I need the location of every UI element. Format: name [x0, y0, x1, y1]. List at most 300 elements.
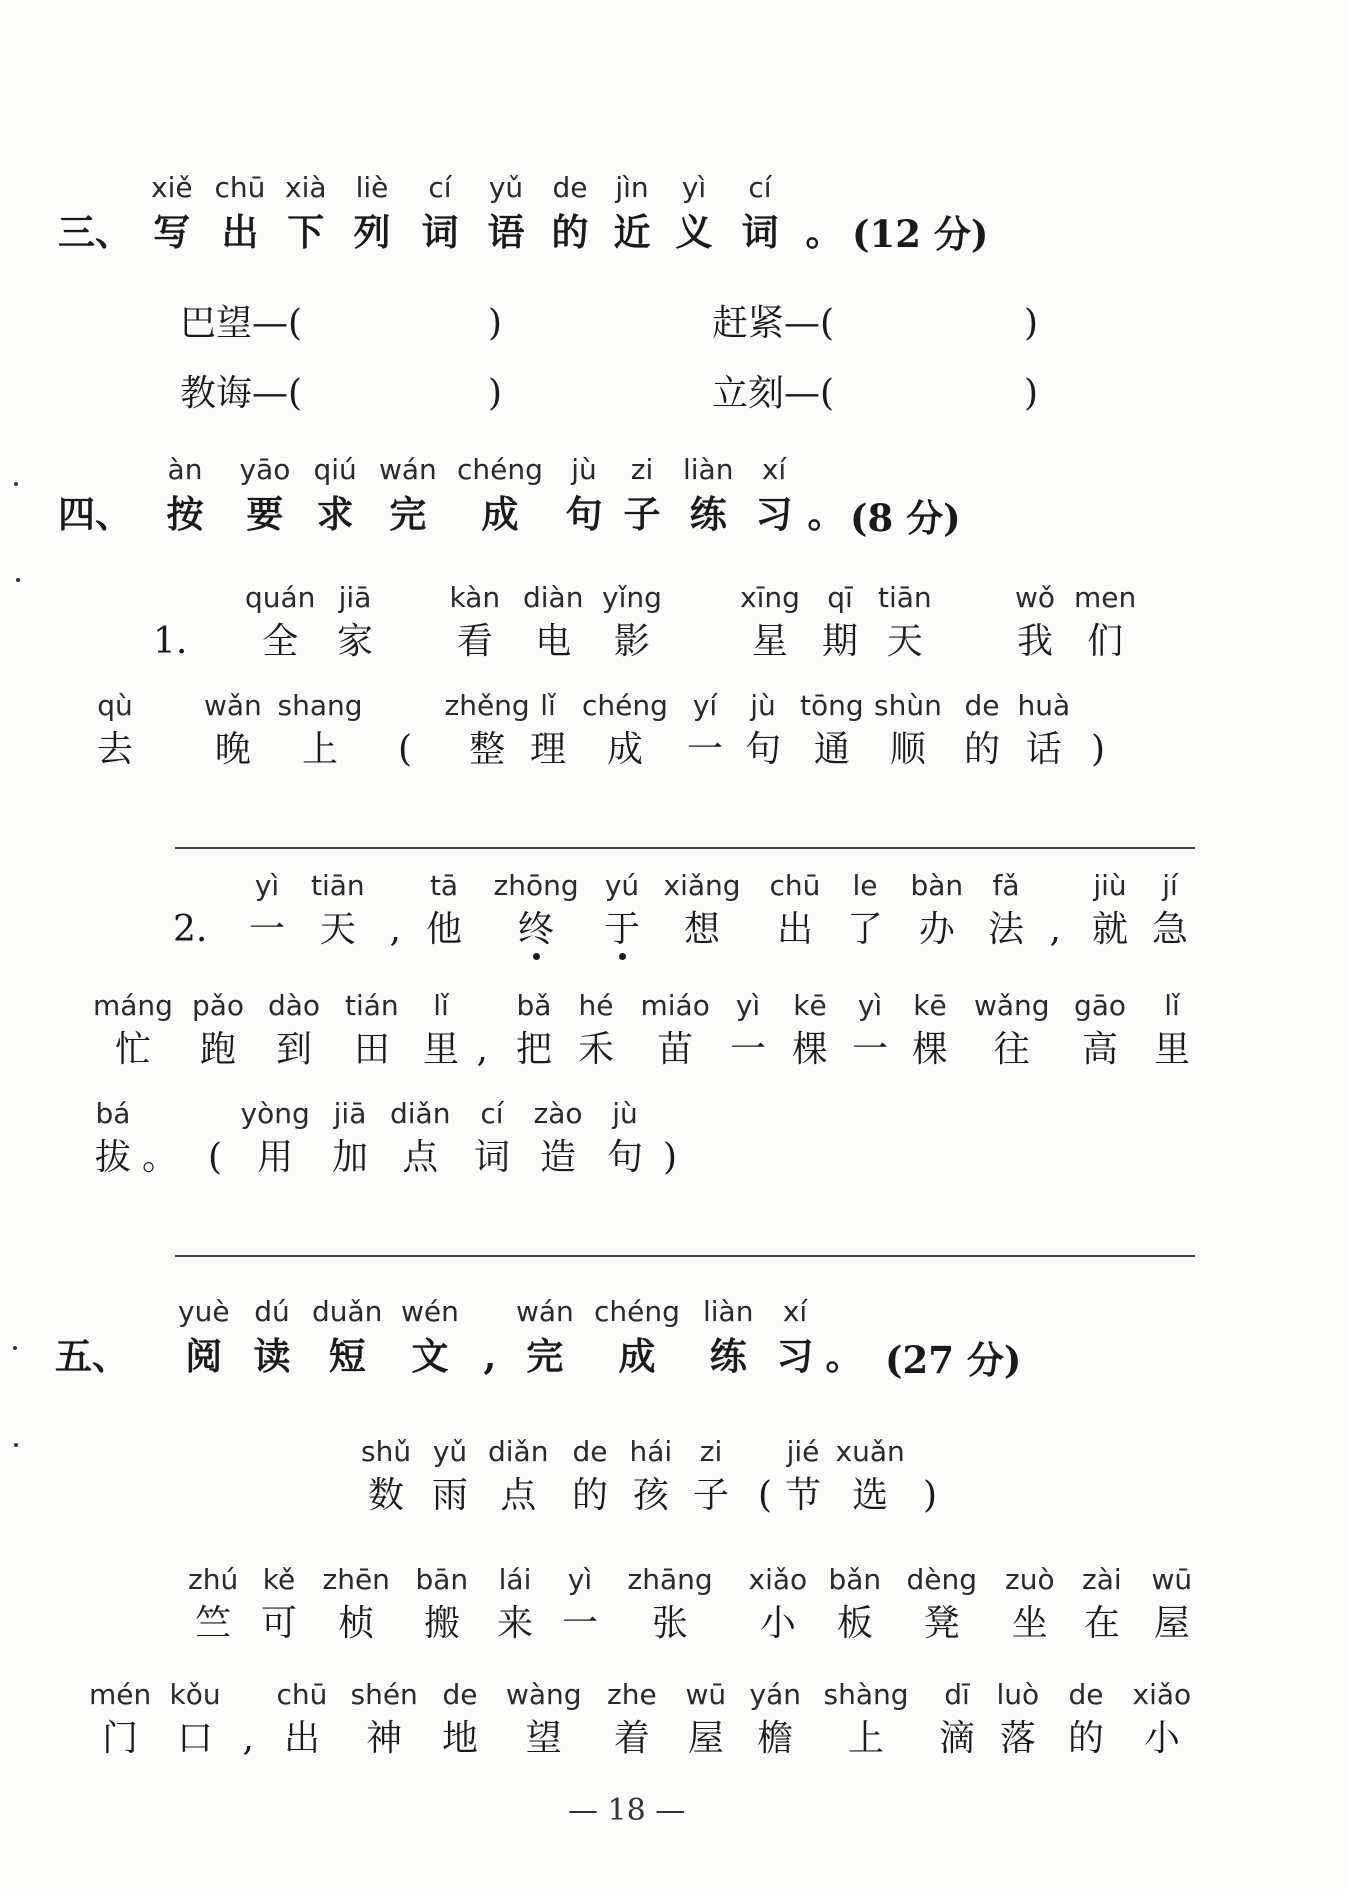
character: 出: [221, 210, 259, 254]
pinyin: de: [572, 1435, 608, 1468]
annotated-char: [683, 450, 733, 538]
character: 成: [481, 492, 519, 536]
character: 檐: [757, 1718, 794, 1759]
character: 棵: [912, 1029, 949, 1070]
annotated-char: [792, 986, 828, 1074]
pinyin: yán: [749, 1678, 801, 1711]
character: 忙: [114, 1029, 151, 1070]
annotated-char: [426, 866, 462, 954]
pinyin: jìn: [615, 171, 649, 204]
annotated-char: [312, 1292, 382, 1380]
annotated-char: [964, 686, 1000, 774]
pinyin: diǎn: [390, 1097, 451, 1130]
pinyin: yì: [735, 989, 761, 1022]
pinyin: duǎn: [312, 1295, 383, 1328]
pinyin: cí: [428, 171, 452, 204]
character: 理: [530, 729, 567, 770]
annotated-char: [1082, 1560, 1122, 1648]
pinyin: yǔ: [432, 1435, 468, 1468]
emphasized-character: 于: [604, 906, 640, 954]
character: 在: [1083, 1603, 1120, 1644]
pinyin: yú: [604, 869, 640, 902]
character: 就: [1092, 909, 1129, 950]
annotated-char: [345, 986, 399, 1074]
margin-mark: [14, 482, 18, 486]
annotated-char: [278, 686, 363, 774]
character: 近: [613, 210, 651, 254]
annotated-char: [442, 1675, 478, 1763]
character: 板: [836, 1603, 873, 1644]
pinyin: tōng: [800, 689, 864, 722]
character: 完: [526, 1334, 564, 1378]
annotated-char: [806, 168, 843, 256]
margin-mark: [14, 1443, 18, 1447]
pinyin: máng: [93, 989, 173, 1022]
annotated-char: [562, 1560, 598, 1648]
character: 屋: [687, 1718, 724, 1759]
pinyin: zhěng: [444, 689, 530, 722]
character: 加: [332, 1137, 369, 1178]
pinyin: zài: [1082, 1563, 1122, 1596]
pinyin: zuò: [1005, 1563, 1055, 1596]
pinyin: xí: [761, 453, 787, 486]
annotated-char: [1152, 866, 1188, 954]
pinyin: chū: [276, 1678, 328, 1711]
character: 的: [1068, 1718, 1105, 1759]
annotated-char: [749, 1560, 808, 1648]
pinyin: dú: [254, 1295, 290, 1328]
pinyin: qù: [97, 689, 133, 722]
annotated-char: [572, 1432, 608, 1520]
character: 急: [1152, 909, 1189, 950]
character: ,: [389, 909, 401, 950]
pinyin: yǔ: [488, 171, 524, 204]
annotated-char: [477, 986, 488, 1074]
annotated-char: [923, 1432, 937, 1520]
annotated-char: [506, 1675, 582, 1763]
annotated-char: [97, 686, 133, 774]
annotated-char: [829, 1560, 882, 1648]
pinyin: pǎo: [192, 989, 245, 1022]
character: 文: [411, 1334, 449, 1378]
character: 子: [693, 1475, 730, 1516]
character: 滴: [939, 1718, 976, 1759]
annotated-char: [361, 1432, 411, 1520]
annotated-char: [1133, 1675, 1192, 1763]
annotated-char: [534, 1094, 583, 1182]
pinyin: bǎ: [516, 989, 552, 1022]
annotated-char: [314, 450, 357, 538]
pinyin: liàn: [703, 1295, 754, 1328]
annotated-char: [912, 986, 948, 1074]
annotated-char: [628, 1560, 713, 1648]
pinyin: luò: [996, 1678, 1040, 1711]
pinyin: yāo: [239, 453, 291, 486]
character: 地: [442, 1718, 479, 1759]
annotated-char: [607, 1094, 643, 1182]
annotated-char: [142, 1094, 178, 1182]
annotated-char: [630, 1432, 673, 1520]
pinyin: men: [1074, 581, 1137, 614]
character: 一: [687, 729, 724, 770]
margin-mark: [13, 1346, 17, 1350]
character: 。: [807, 492, 845, 536]
character: 拔: [95, 1137, 132, 1178]
annotated-char: [826, 1292, 863, 1380]
pinyin: wàng: [506, 1678, 582, 1711]
synonym-word: 赶紧: [712, 303, 785, 344]
pinyin: wū: [685, 1678, 727, 1711]
pinyin: shàng: [823, 1678, 909, 1711]
annotated-char: [89, 1675, 151, 1763]
character: 要: [246, 492, 284, 536]
annotated-char: [582, 686, 668, 774]
character: 雨: [432, 1475, 469, 1516]
pinyin: liàn: [683, 453, 734, 486]
pinyin: de: [1068, 1678, 1104, 1711]
character: ,: [1049, 909, 1061, 950]
pinyin: huà: [1017, 689, 1071, 722]
pinyin: kǒu: [169, 1678, 221, 1711]
annotated-char: [664, 866, 741, 954]
annotated-char: [1005, 1560, 1055, 1648]
annotated-char: [594, 1292, 680, 1380]
pinyin: dèng: [906, 1563, 978, 1596]
annotated-char: [602, 578, 662, 666]
character: 竺: [195, 1603, 232, 1644]
pinyin: kē: [913, 989, 947, 1022]
synonym-close-4: ): [1024, 373, 1039, 414]
annotated-char: [170, 1675, 221, 1763]
annotated-char: [663, 1094, 677, 1182]
character: 的: [572, 1475, 609, 1516]
character: 搬: [423, 1603, 460, 1644]
character: ): [663, 1137, 678, 1178]
annotated-char: [188, 1560, 238, 1648]
character: 三、: [58, 210, 132, 254]
annotated-char: [745, 686, 781, 774]
character: 词: [741, 210, 779, 254]
pinyin: quán: [245, 581, 316, 614]
annotated-char: [614, 168, 651, 256]
character: 写: [153, 210, 191, 254]
character: 口: [177, 1718, 214, 1759]
annotated-char: [254, 1292, 291, 1380]
annotated-char: [687, 686, 723, 774]
pinyin: zhāng: [627, 1563, 713, 1596]
annotated-char: [852, 986, 888, 1074]
pinyin: shǔ: [361, 1435, 412, 1468]
annotated-char: [836, 1432, 905, 1520]
character: 。: [142, 1137, 179, 1178]
pinyin: xīng: [740, 581, 800, 614]
annotated-char: [488, 168, 525, 256]
pinyin: hé: [578, 989, 614, 1022]
annotated-char: [416, 1560, 469, 1648]
annotated-char: [167, 450, 204, 538]
pinyin: yòng: [240, 1097, 310, 1130]
pinyin: xí: [782, 1295, 808, 1328]
character: 可: [261, 1603, 298, 1644]
emphasized-character: 终: [518, 906, 554, 954]
annotated-char: [1152, 1560, 1193, 1648]
character: 数: [368, 1475, 405, 1516]
character: 门: [102, 1718, 139, 1759]
pinyin: chéng: [582, 689, 668, 722]
character: 落: [999, 1718, 1036, 1759]
pinyin: xiě: [151, 171, 193, 204]
character: 练: [689, 492, 727, 536]
annotated-char: [277, 1675, 328, 1763]
pinyin: tiān: [878, 581, 932, 614]
character: 按: [166, 492, 204, 536]
annotated-char: [523, 578, 583, 666]
character: 词: [474, 1137, 511, 1178]
character: 四、: [58, 492, 132, 536]
pinyin: zi: [699, 1435, 723, 1468]
annotated-char: [488, 1432, 548, 1520]
pinyin: zhe: [607, 1678, 657, 1711]
pinyin: kē: [793, 989, 827, 1022]
character: 2.: [173, 909, 208, 950]
pinyin: chū: [769, 869, 821, 902]
character: 一: [249, 909, 286, 950]
character: 里: [1154, 1029, 1191, 1070]
annotated-char: [624, 450, 661, 538]
annotated-char: [1091, 686, 1105, 774]
annotated-char: [261, 1560, 297, 1648]
character: 望: [525, 1718, 562, 1759]
annotated-char: [770, 866, 821, 954]
annotated-char: [457, 450, 543, 538]
annotated-char: [398, 686, 412, 774]
pinyin: wǎn: [204, 689, 262, 722]
pinyin: gāo: [1074, 989, 1127, 1022]
pinyin: wán: [379, 453, 437, 486]
annotated-char: [178, 1292, 230, 1380]
pinyin: hái: [629, 1435, 673, 1468]
character: 天: [886, 621, 923, 662]
pinyin: yǐng: [602, 581, 662, 614]
annotated-char: [693, 1432, 729, 1520]
pinyin: fǎ: [992, 869, 1020, 902]
section-3-score: (12 分): [852, 212, 989, 256]
annotated-char: [241, 1094, 310, 1182]
annotated-char: [151, 168, 193, 256]
annotated-char: [641, 986, 710, 1074]
character: 节: [785, 1475, 822, 1516]
annotated-char: [800, 686, 864, 774]
pinyin: kàn: [449, 581, 501, 614]
annotated-char: [607, 1675, 657, 1763]
annotated-char: [311, 866, 365, 954]
annotated-char: [58, 450, 132, 538]
annotated-char: [93, 986, 173, 1074]
synonym-close-1: ): [488, 303, 503, 344]
character: 桢: [338, 1603, 375, 1644]
pinyin: de: [964, 689, 1000, 722]
pinyin: zhēn: [322, 1563, 390, 1596]
pinyin: jù: [612, 1097, 638, 1130]
pinyin: chéng: [594, 1295, 680, 1328]
annotated-char: [750, 1675, 801, 1763]
annotated-char: [1074, 986, 1126, 1074]
character: 全: [262, 621, 299, 662]
annotated-char: [240, 450, 291, 538]
annotated-char: [153, 578, 187, 666]
annotated-char: [494, 866, 579, 954]
character: 禾: [578, 1029, 615, 1070]
synonym-close-2: ): [1024, 303, 1039, 344]
annotated-char: [907, 1560, 978, 1648]
annotated-char: [785, 1432, 821, 1520]
pinyin: le: [852, 869, 878, 902]
character: 1.: [153, 621, 188, 662]
annotated-char: [808, 450, 845, 538]
annotated-char: [578, 986, 614, 1074]
pinyin: shén: [350, 1678, 418, 1711]
annotated-char: [484, 1292, 497, 1380]
character: 求: [316, 492, 354, 536]
annotated-char: [204, 686, 262, 774]
pinyin: lái: [498, 1563, 532, 1596]
pinyin: bá: [95, 1097, 131, 1130]
character: 练: [709, 1334, 747, 1378]
character: 造: [539, 1137, 576, 1178]
annotated-char: [95, 1094, 131, 1182]
character: 高: [1082, 1029, 1119, 1070]
pinyin: xuǎn: [835, 1435, 905, 1468]
character: 们: [1087, 621, 1124, 662]
pinyin: lǐ: [433, 989, 449, 1022]
annotated-char: [401, 1292, 459, 1380]
character: 短: [328, 1334, 366, 1378]
annotated-char: [939, 1675, 975, 1763]
character: 。: [825, 1334, 863, 1378]
annotated-char: [758, 1432, 772, 1520]
character: 成: [618, 1334, 656, 1378]
character: 天: [319, 909, 356, 950]
character: 电: [535, 621, 572, 662]
annotated-char: [516, 986, 552, 1074]
annotated-char: [552, 168, 589, 256]
annotated-char: [351, 1675, 418, 1763]
pinyin: yuè: [178, 1295, 230, 1328]
pinyin: zhōng: [493, 869, 579, 902]
character: 凳: [923, 1603, 960, 1644]
character: 家: [337, 621, 374, 662]
character: 完: [389, 492, 427, 536]
pinyin: jié: [786, 1435, 820, 1468]
annotated-char: [703, 1292, 753, 1380]
pinyin: zào: [533, 1097, 583, 1130]
annotated-char: [1068, 1675, 1104, 1763]
pinyin: liè: [355, 171, 389, 204]
character: 孩: [632, 1475, 669, 1516]
character: 下: [287, 210, 325, 254]
character: 坐: [1011, 1603, 1048, 1644]
character: 小: [759, 1603, 796, 1644]
character: 跑: [200, 1029, 237, 1070]
character: 句: [607, 1137, 644, 1178]
annotated-char: [208, 1094, 222, 1182]
annotated-char: [173, 866, 207, 954]
character: 他: [426, 909, 463, 950]
character: 法: [988, 909, 1025, 950]
character: 小: [1143, 1718, 1180, 1759]
pinyin: wǎng: [974, 989, 1050, 1022]
pinyin: jù: [750, 689, 776, 722]
annotated-char: [249, 866, 285, 954]
annotated-char: [822, 578, 858, 666]
annotated-char: [516, 1292, 574, 1380]
character: 句: [745, 729, 782, 770]
pinyin: xiǎng: [663, 869, 741, 902]
section-5-score: (27 分): [885, 1338, 1022, 1382]
character: 出: [776, 909, 813, 950]
annotated-char: [1050, 866, 1061, 954]
synonym-word: 教诲: [180, 373, 253, 414]
character: 上: [302, 729, 339, 770]
character: 出: [283, 1718, 320, 1759]
pinyin: qiú: [313, 453, 357, 486]
annotated-char: [742, 168, 779, 256]
answer-line-2: [175, 1255, 1195, 1257]
pinyin: tiān: [311, 869, 365, 902]
annotated-char: [423, 986, 459, 1074]
character: 看: [456, 621, 493, 662]
synonym-dash: —(: [784, 303, 835, 344]
pinyin: yí: [692, 689, 718, 722]
character: 去: [97, 729, 134, 770]
annotated-char: [445, 686, 530, 774]
annotated-char: [332, 1094, 368, 1182]
annotated-char: [285, 168, 327, 256]
character: 习: [776, 1334, 814, 1378]
annotated-char: [911, 866, 964, 954]
character: 顺: [889, 729, 926, 770]
pinyin: chū: [214, 171, 266, 204]
pinyin: qī: [827, 581, 853, 614]
character: 棵: [792, 1029, 829, 1070]
character: 语: [487, 210, 525, 254]
synonym-dash: —(: [252, 303, 303, 344]
pinyin: kě: [262, 1563, 296, 1596]
character: 列: [353, 210, 391, 254]
character: 张: [652, 1603, 689, 1644]
character: 点: [402, 1137, 439, 1178]
pinyin: wén: [401, 1295, 459, 1328]
annotated-char: [1154, 986, 1190, 1074]
character: ): [923, 1475, 938, 1516]
pinyin: diàn: [523, 581, 584, 614]
annotated-char: [55, 1292, 129, 1380]
character: 办: [918, 909, 955, 950]
pinyin: xià: [285, 171, 327, 204]
character: ,: [483, 1334, 497, 1378]
pinyin: bǎn: [828, 1563, 882, 1596]
answer-line-1: [175, 847, 1195, 849]
character: 五、: [55, 1334, 129, 1378]
annotated-char: [215, 168, 266, 256]
character: 句: [565, 492, 603, 536]
pinyin: tā: [429, 869, 459, 902]
pinyin: shùn: [874, 689, 942, 722]
character: 着: [613, 1718, 650, 1759]
character: 词: [421, 210, 459, 254]
annotated-char: [1015, 578, 1055, 666]
character: ): [1091, 729, 1106, 770]
